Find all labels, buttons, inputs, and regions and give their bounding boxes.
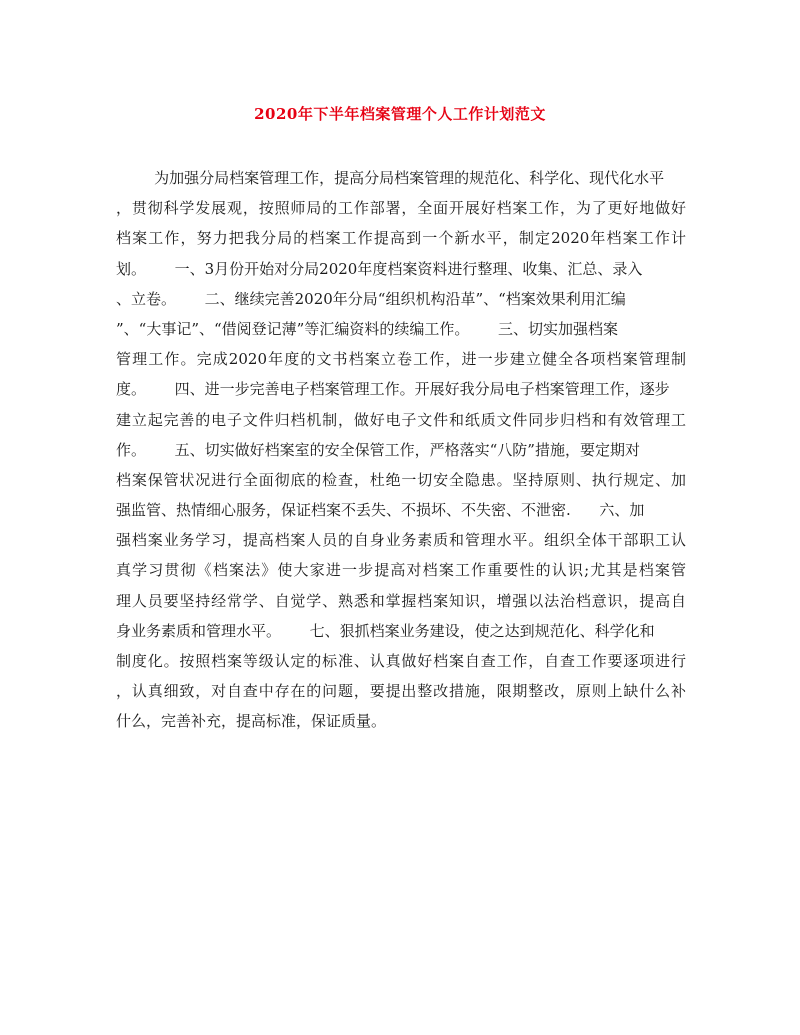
body-line: 、立卷。 二、继续完善2020年分局“组织机构沿革”、“档案效果利用汇编: [116, 289, 626, 308]
body-line: ，认真细致，对自查中存在的问题，要提出整改措施，限期整改，原则上缺什么补: [116, 682, 686, 701]
body-line: 真学习贯彻《档案法》使大家进一步提高对档案工作重要性的认识;尤其是档案管: [116, 561, 686, 580]
body-line: 度。 四、进一步完善电子档案管理工作。开展好我分局电子档案管理工作，逐步: [116, 380, 670, 399]
body-line: 什么，完善补充，提高标准，保证质量。: [116, 712, 387, 731]
body-line: ”、“大事记”、“借阅登记薄”等汇编资料的续编工作。 三、切实加强档案: [116, 319, 618, 338]
document-title: 2020年下半年档案管理个人工作计划范文: [254, 105, 546, 123]
body-line: 制度化。按照档案等级认定的标准、认真做好档案自查工作，自查工作要逐项进行: [116, 652, 686, 670]
body-line: 划。 一、3月份开始对分局2020年度档案资料进行整理、收集、汇总、录入: [116, 259, 643, 278]
body-line: 作。 五、切实做好档案室的安全保管工作，严格落实“八防”措施，要定期对: [116, 440, 640, 459]
document-body: [116, 163, 686, 737]
body-line: 建立起完善的电子文件归档机制，做好电子文件和纸质文件同步归档和有效管理工: [116, 410, 686, 429]
body-line: 理人员要坚持经常学、自觉学、熟悉和掌握档案知识，增强以法治档意识，提高自: [116, 591, 686, 610]
body-line: 身业务素质和管理水平。 七、狠抓档案业务建设，使之达到规范化、科学化和: [116, 621, 655, 640]
body-line: 强档案业务学习，提高档案人员的自身业务素质和管理水平。组织全体干部职工认: [116, 531, 686, 550]
body-line: 为加强分局档案管理工作，提高分局档案管理的规范化、科学化、现代化水平: [116, 169, 665, 187]
body-line: 档案工作，努力把我分局的档案工作提高到一个新水平，制定2020年档案工作计: [116, 229, 686, 248]
body-line: ，贯彻科学发展观，按照师局的工作部署，全面开展好档案工作，为了更好地做好: [116, 199, 686, 218]
body-line: 管理工作。完成2020年度的文书档案立卷工作，进一步建立健全各项档案管理制: [116, 350, 686, 369]
body-line: 强监管、热情细心服务，保证档案不丢失、不损坏、不失密、不泄密. 六、加: [116, 501, 645, 520]
body-line: 档案保管状况进行全面彻底的检查，杜绝一切安全隐患。坚持原则、执行规定、加: [116, 470, 686, 489]
